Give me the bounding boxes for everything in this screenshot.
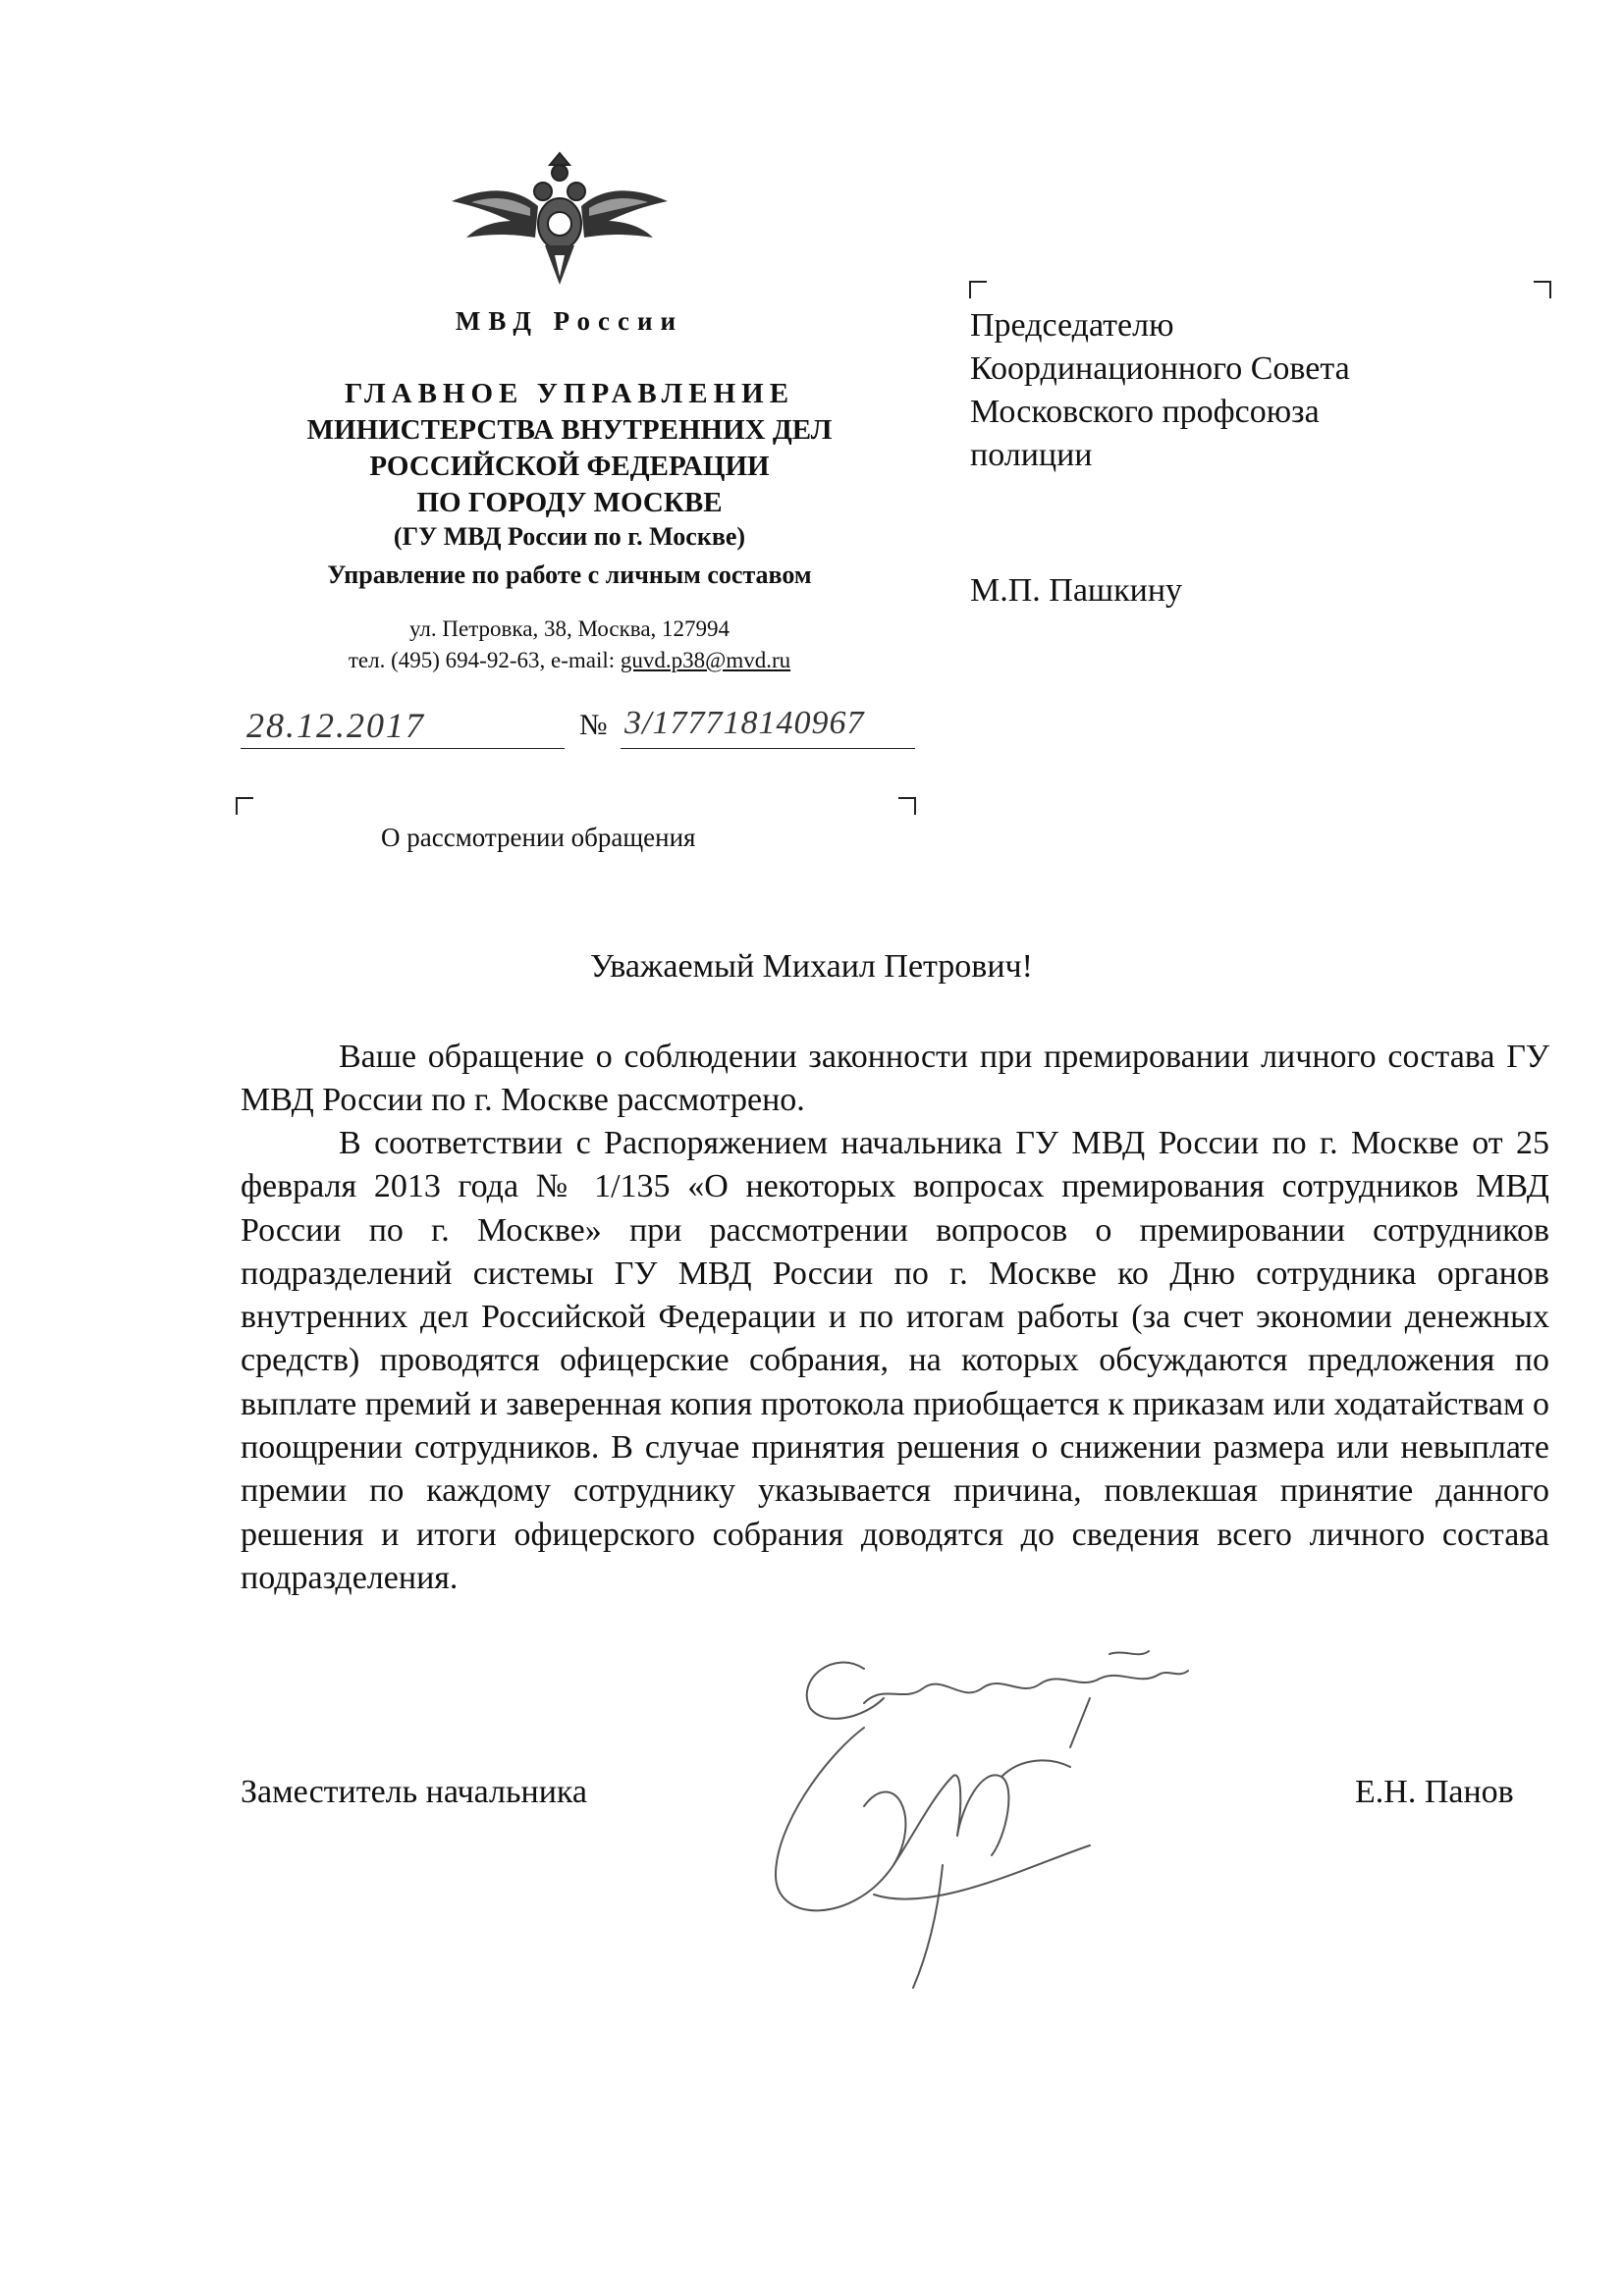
subject-corner-right (898, 797, 916, 815)
letter-paragraph-2 (241, 1122, 1549, 1600)
handwritten-signature (717, 1610, 1267, 2002)
paragraph-text: В соответствии с Распоряжением начальника ГУ МВД России по г. Москве от 25 февраля 2013 года № 1/135 «О некоторых вопросах премирования сотрудников МВД России по г. Москве» при рассмотрении вопросов о премировании сотрудников подразделений системы ГУ МВД России по г. Москве ко Дню сотрудника органов внутренних дел Российской Федерации и по итогам работы (за счет экономии денежных средств) проводятся офицерские собрания, на которых обсуждаются предложения по выплате премий и заверенная копия протокола приобщается к приказам или ходатайствам о поощрении сотрудников. В случае принятия решения о снижении размера или невыплате премии по каждому сотруднику указывается причина, повлекшая принятие данного решения и итоги офицерского собрания доводятся до сведения всего личного состава подразделения. (241, 1125, 1549, 1596)
recipient-line-3: Московского профсоюза (970, 394, 1320, 430)
org-name-line-4: ПО ГОРОДУ МОСКВЕ (416, 487, 723, 518)
recipient-line-1: Председателю (970, 307, 1174, 344)
letter-subject: О рассмотрении обращения (381, 823, 696, 852)
recipient-line-2: Координационного Совета (970, 350, 1350, 387)
recipient-line-4: полиции (970, 437, 1093, 473)
org-email-link[interactable]: guvd.p38@mvd.ru (620, 648, 791, 672)
document-date-field (241, 703, 565, 749)
document-number: 3/177718140967 (624, 705, 865, 741)
org-short-name: МВД России (455, 306, 684, 336)
recipient-name: М.П. Пашкину (970, 572, 1183, 609)
letter-greeting: Уважаемый Михаил Петрович! (590, 948, 1033, 985)
department-name: Управление по работе с личным составом (327, 561, 812, 589)
signatory-title: Заместитель начальника (241, 1774, 588, 1810)
paragraph-text: Ваше обращение о соблюдении законности при премировании личного состава ГУ МВД России по г. Москве рассмотрено. (241, 1039, 1549, 1119)
subject-corner-left (236, 797, 253, 815)
org-contact (250, 648, 889, 673)
recipient-corner-left (969, 281, 987, 298)
letter-paragraph-1 (241, 1036, 1549, 1123)
org-abbreviation: (ГУ МВД России по г. Москве) (393, 522, 746, 551)
eagle-emblem-icon (437, 147, 682, 294)
document-number-field (621, 703, 915, 749)
org-name-line-3: РОССИЙСКОЙ ФЕДЕРАЦИИ (369, 451, 770, 482)
org-name-line-1: ГЛАВНОЕ УПРАВЛЕНИЕ (344, 378, 795, 409)
org-name-line-2: МИНИСТЕРСТВА ВНУТРЕННИХ ДЕЛ (306, 414, 833, 446)
document-date: 28.12.2017 (246, 706, 425, 745)
signatory-name: Е.Н. Панов (1355, 1774, 1514, 1810)
org-address: ул. Петровка, 38, Москва, 127994 (408, 616, 730, 641)
recipient-corner-right (1534, 281, 1551, 298)
org-phone: тел. (495) 694-92-63, e-mail: (348, 648, 621, 672)
number-label: № (579, 709, 608, 741)
